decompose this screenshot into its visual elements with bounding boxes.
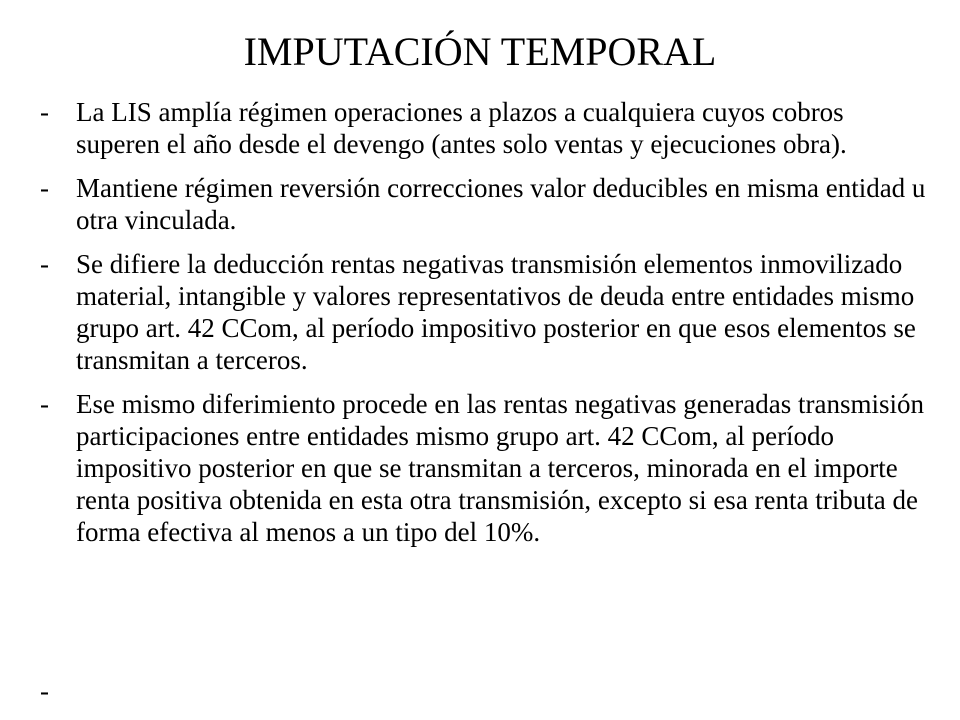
bullet-item [40,172,930,236]
bullet-dash: - [40,173,49,203]
bullet-dash: - [40,249,49,279]
bullet-text: Ese mismo diferimiento procede en las rentas negativas generadas transmisión participaciones entre entidades mismo grupo art. 42 CCom, al período impositivo posterior en que se transmitan a terceros, minorada en el importe renta positiva obtenida en esta otra transmisión, excepto si esa renta tributa de forma efectiva al menos a un tipo del 10%. [76,389,924,547]
bullet-item [40,388,930,548]
bullet-list [40,96,930,560]
bullet-item [40,248,930,376]
slide-title: IMPUTACIÓN TEMPORAL [243,29,717,74]
bullet-item [40,96,930,160]
bullet-text: Mantiene régimen reversión correcciones valor deducibles en misma entidad u otra vinculada. [76,173,926,235]
trailing-bullet-dash: - [40,676,49,706]
bullet-dash: - [40,389,49,419]
bullet-text: Se difiere la deducción rentas negativas transmisión elementos inmovilizado material, intangible y valores representativos de deuda entre entidades mismo grupo art. 42 CCom, al período impositivo posterior en que esos elementos se transmitan a terceros. [76,249,916,375]
bullet-dash: - [40,97,49,127]
bullet-text: La LIS amplía régimen operaciones a plazos a cualquiera cuyos cobros superen el año desde el devengo (antes solo ventas y ejecuciones obra). [76,97,847,159]
